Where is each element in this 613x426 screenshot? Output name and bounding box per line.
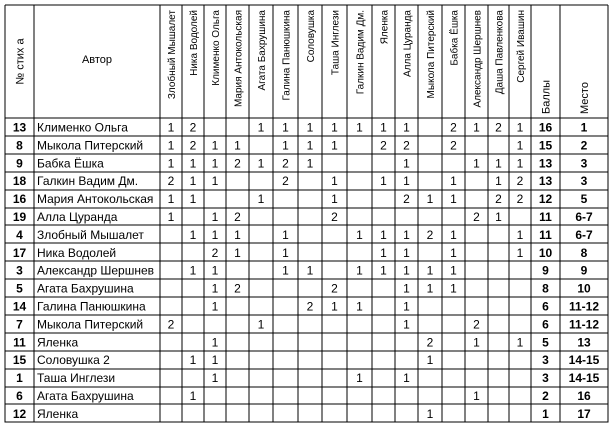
- row-vote: 1: [473, 120, 480, 135]
- row-vote: 1: [356, 371, 363, 386]
- row-score: 3: [542, 371, 549, 386]
- row-author: Яленка: [37, 335, 79, 350]
- row-vote: 1: [331, 120, 338, 135]
- row-author: Александр Шершнев: [37, 263, 155, 278]
- row-vote: 1: [403, 227, 410, 242]
- row-place: 5: [580, 192, 588, 207]
- row-vote: 1: [380, 263, 387, 278]
- row-vote: 1: [516, 120, 524, 135]
- row-vote: 1: [403, 174, 410, 189]
- row-number: 7: [16, 317, 23, 332]
- row-vote: 1: [211, 227, 219, 242]
- row-vote: 1: [234, 227, 241, 242]
- row-vote: 1: [331, 138, 338, 153]
- header-judge: Злобный Мышалет: [167, 10, 178, 100]
- row-place: 11-12: [568, 299, 600, 314]
- row-vote: 1: [403, 317, 410, 332]
- row-number: 19: [12, 210, 27, 224]
- row-number: 18: [12, 174, 27, 189]
- header-place: Место: [579, 82, 591, 114]
- row-number: 17: [12, 245, 27, 260]
- row-place: 8: [580, 245, 588, 260]
- row-author: Яленка: [37, 406, 79, 421]
- table-row: [16, 264, 588, 278]
- row-vote: 1: [450, 174, 457, 189]
- row-vote: 1: [306, 156, 314, 171]
- row-vote: 1: [282, 138, 289, 153]
- row-place: 3: [580, 156, 588, 171]
- row-vote: 1: [380, 245, 387, 260]
- row-place: 2: [580, 138, 588, 153]
- row-vote: 1: [282, 263, 289, 278]
- row-vote: 2: [189, 138, 197, 153]
- row-vote: 1: [516, 156, 524, 171]
- row-vote: 1: [403, 156, 410, 171]
- row-vote: 1: [495, 210, 502, 224]
- row-vote: 1: [450, 281, 457, 296]
- row-number: 4: [16, 227, 23, 242]
- row-vote: 1: [516, 335, 524, 350]
- row-vote: 2: [167, 174, 175, 189]
- table-row: [13, 335, 591, 349]
- row-vote: 1: [211, 299, 219, 314]
- header-judge: Яленка: [379, 10, 391, 45]
- row-vote: 1: [189, 227, 197, 242]
- row-vote: 2: [426, 335, 434, 350]
- row-score: 10: [538, 245, 553, 260]
- row-vote: 1: [189, 156, 197, 171]
- row-vote: 1: [306, 263, 314, 278]
- row-place: 17: [577, 406, 591, 421]
- row-place: 16: [577, 389, 591, 403]
- row-number: 5: [16, 281, 23, 296]
- row-vote: 1: [282, 245, 289, 260]
- row-vote: 1: [167, 138, 175, 153]
- row-place: 10: [577, 281, 591, 296]
- row-score: 6: [542, 299, 549, 314]
- header-judge: Александр Шершнев: [472, 10, 484, 108]
- row-vote: 2: [189, 120, 197, 135]
- row-vote: 1: [234, 245, 241, 260]
- row-vote: 1: [356, 227, 363, 242]
- row-author: Агата Бахрушина: [37, 389, 134, 403]
- row-place: 11-12: [568, 317, 600, 332]
- row-vote: 1: [167, 120, 175, 135]
- header-judge: Таша Инглези: [330, 10, 342, 76]
- table-row: [16, 156, 588, 170]
- header-judge: Соловушка: [306, 10, 317, 63]
- row-vote: 1: [495, 174, 502, 189]
- row-author: Бабка Ёшка: [37, 156, 104, 171]
- header-judge: Мария Антокольская: [233, 10, 245, 108]
- row-vote: 1: [189, 263, 197, 278]
- row-vote: 1: [234, 138, 241, 153]
- header-judge: Клименко Ольга: [211, 10, 222, 86]
- row-place: 9: [580, 263, 588, 278]
- row-vote: 1: [356, 120, 363, 135]
- row-vote: 1: [167, 156, 175, 171]
- row-vote: 1: [495, 156, 502, 171]
- row-author: Клименко Ольга: [37, 120, 128, 135]
- row-vote: 2: [167, 317, 175, 332]
- row-place: 13: [577, 335, 591, 350]
- table-row: [16, 282, 591, 296]
- row-vote: 1: [211, 335, 219, 350]
- row-place: 1: [580, 120, 588, 135]
- header-judge: Галкин Вадим Дм.: [355, 10, 367, 95]
- row-vote: 1: [189, 353, 197, 368]
- row-score: 13: [538, 156, 553, 171]
- row-score: 1: [542, 406, 549, 421]
- header-number: № стих а: [14, 38, 27, 85]
- table-body: [13, 121, 600, 421]
- row-number: 13: [12, 120, 27, 135]
- row-vote: 2: [495, 120, 502, 135]
- row-place: 3: [580, 174, 588, 189]
- row-number: 15: [12, 353, 27, 368]
- row-vote: 1: [516, 138, 524, 153]
- row-vote: 1: [380, 120, 387, 135]
- row-score: 11: [539, 227, 552, 242]
- row-score: 2: [542, 389, 549, 403]
- row-score: 9: [542, 263, 549, 278]
- row-number: 1: [16, 371, 23, 386]
- row-vote: 1: [211, 371, 219, 386]
- row-vote: 1: [403, 245, 410, 260]
- row-vote: 2: [234, 281, 241, 296]
- row-vote: 1: [189, 174, 197, 189]
- row-vote: 1: [211, 281, 219, 296]
- row-vote: 2: [516, 192, 524, 207]
- row-vote: 2: [234, 210, 241, 224]
- row-vote: 1: [516, 245, 524, 260]
- row-vote: 1: [516, 227, 524, 242]
- row-number: 3: [16, 263, 23, 278]
- row-vote: 1: [426, 353, 434, 368]
- row-vote: 1: [426, 281, 434, 296]
- row-vote: 2: [516, 174, 524, 189]
- table-row: [13, 300, 600, 314]
- row-vote: 1: [403, 120, 410, 135]
- table-row: [16, 389, 591, 403]
- table-row: [16, 138, 588, 152]
- table-header: [15, 10, 592, 114]
- row-vote: 2: [380, 138, 387, 153]
- row-vote: 1: [257, 120, 265, 135]
- row-vote: 1: [473, 389, 480, 403]
- row-vote: 2: [331, 210, 338, 224]
- row-vote: 1: [380, 227, 387, 242]
- row-author: Агата Бахрушина: [37, 281, 134, 296]
- row-number: 16: [12, 192, 27, 207]
- row-vote: 2: [426, 227, 434, 242]
- row-vote: 1: [450, 227, 457, 242]
- row-author: Злобный Мышалет: [37, 227, 144, 242]
- row-vote: 1: [450, 263, 457, 278]
- row-vote: 1: [282, 227, 289, 242]
- row-place: 14-15: [568, 353, 600, 368]
- row-vote: 1: [167, 192, 175, 207]
- row-vote: 1: [167, 210, 175, 224]
- row-number: 14: [12, 299, 27, 314]
- row-vote: 2: [211, 245, 219, 260]
- table-row: [13, 174, 588, 188]
- row-vote: 1: [403, 263, 410, 278]
- row-vote: 1: [189, 389, 197, 403]
- row-vote: 1: [282, 120, 289, 135]
- row-vote: 1: [450, 192, 457, 207]
- row-vote: 1: [257, 192, 265, 207]
- header-judge: Бабка Ёшка: [449, 10, 461, 66]
- row-vote: 1: [473, 335, 480, 350]
- row-vote: 2: [403, 192, 410, 207]
- table-row: [16, 371, 600, 385]
- row-place: 6-7: [575, 210, 593, 224]
- row-vote: 2: [450, 138, 457, 153]
- row-vote: 1: [211, 138, 219, 153]
- row-score: 15: [538, 138, 553, 153]
- row-vote: 1: [356, 263, 363, 278]
- row-author: Мария Антокольская: [37, 192, 154, 207]
- table-row: [13, 407, 591, 421]
- row-score: 6: [542, 317, 549, 332]
- row-vote: 1: [403, 281, 410, 296]
- row-vote: 2: [234, 156, 241, 171]
- row-vote: 2: [282, 174, 289, 189]
- header-judge: Галина Панюшкина: [281, 10, 293, 101]
- row-vote: 1: [331, 192, 338, 207]
- table-row: [16, 228, 593, 242]
- table-row: [13, 246, 588, 260]
- row-number: 6: [16, 389, 23, 403]
- row-vote: 1: [380, 174, 387, 189]
- header-score: Баллы: [540, 79, 553, 114]
- row-vote: 1: [356, 299, 363, 314]
- table-row: [13, 121, 588, 135]
- row-vote: 2: [450, 120, 457, 135]
- row-vote: 1: [189, 192, 197, 207]
- table-row: [13, 210, 593, 224]
- row-vote: 1: [211, 263, 219, 278]
- row-vote: 2: [306, 299, 314, 314]
- row-vote: 1: [257, 156, 265, 171]
- row-vote: 2: [331, 281, 338, 296]
- row-author: Соловушка 2: [37, 353, 110, 368]
- header-author: Автор: [81, 54, 113, 66]
- row-score: 3: [542, 353, 549, 368]
- row-author: Галина Панюшкина: [37, 299, 146, 314]
- row-vote: 2: [403, 138, 410, 153]
- row-author: Мыкола Питерский: [37, 138, 144, 153]
- header-judge: Ника Водолей: [189, 10, 200, 76]
- row-number: 9: [16, 156, 23, 171]
- row-author: Алла Цуранда: [37, 210, 118, 224]
- row-vote: 2: [473, 210, 480, 224]
- row-vote: 2: [495, 192, 502, 207]
- row-vote: 1: [403, 299, 410, 314]
- row-number: 12: [12, 406, 27, 421]
- table-row: [13, 353, 600, 367]
- row-vote: 1: [211, 156, 219, 171]
- row-score: 12: [538, 192, 553, 207]
- row-vote: 1: [257, 317, 265, 332]
- header-judge: Даша Павленкова: [494, 10, 506, 95]
- row-score: 8: [542, 281, 549, 296]
- row-author: Таша Инглези: [37, 371, 116, 386]
- row-vote: 1: [331, 299, 338, 314]
- row-place: 6-7: [575, 227, 593, 242]
- row-score: 16: [538, 120, 553, 135]
- header-judge: Алла Цуранда: [402, 10, 414, 78]
- row-vote: 2: [282, 156, 289, 171]
- row-author: Мыкола Питерский: [37, 317, 144, 332]
- row-vote: 2: [473, 317, 480, 332]
- row-vote: 1: [306, 120, 314, 135]
- row-place: 14-15: [568, 371, 600, 386]
- row-score: 13: [538, 174, 553, 189]
- row-author: Ника Водолей: [37, 245, 117, 260]
- row-vote: 1: [331, 174, 338, 189]
- row-author: Галкин Вадим Дм.: [37, 174, 139, 189]
- row-vote: 1: [426, 406, 434, 421]
- row-score: 11: [539, 210, 552, 224]
- row-vote: 1: [211, 210, 219, 224]
- header-judge: Сергей Ивашин: [516, 10, 527, 83]
- row-vote: 1: [403, 371, 410, 386]
- row-score: 5: [542, 335, 549, 350]
- row-number: 11: [13, 335, 26, 350]
- row-vote: 1: [306, 138, 314, 153]
- table-row: [13, 192, 588, 206]
- row-number: 8: [16, 138, 23, 153]
- table-row: [16, 317, 599, 331]
- row-vote: 1: [450, 245, 457, 260]
- row-vote: 1: [211, 353, 219, 368]
- row-vote: 1: [211, 174, 219, 189]
- row-vote: 1: [426, 263, 434, 278]
- row-vote: 1: [473, 156, 480, 171]
- header-judge: Мыкола Питерский: [426, 10, 437, 99]
- row-vote: 1: [426, 192, 434, 207]
- header-judge: Агата Бахрушина: [257, 10, 268, 91]
